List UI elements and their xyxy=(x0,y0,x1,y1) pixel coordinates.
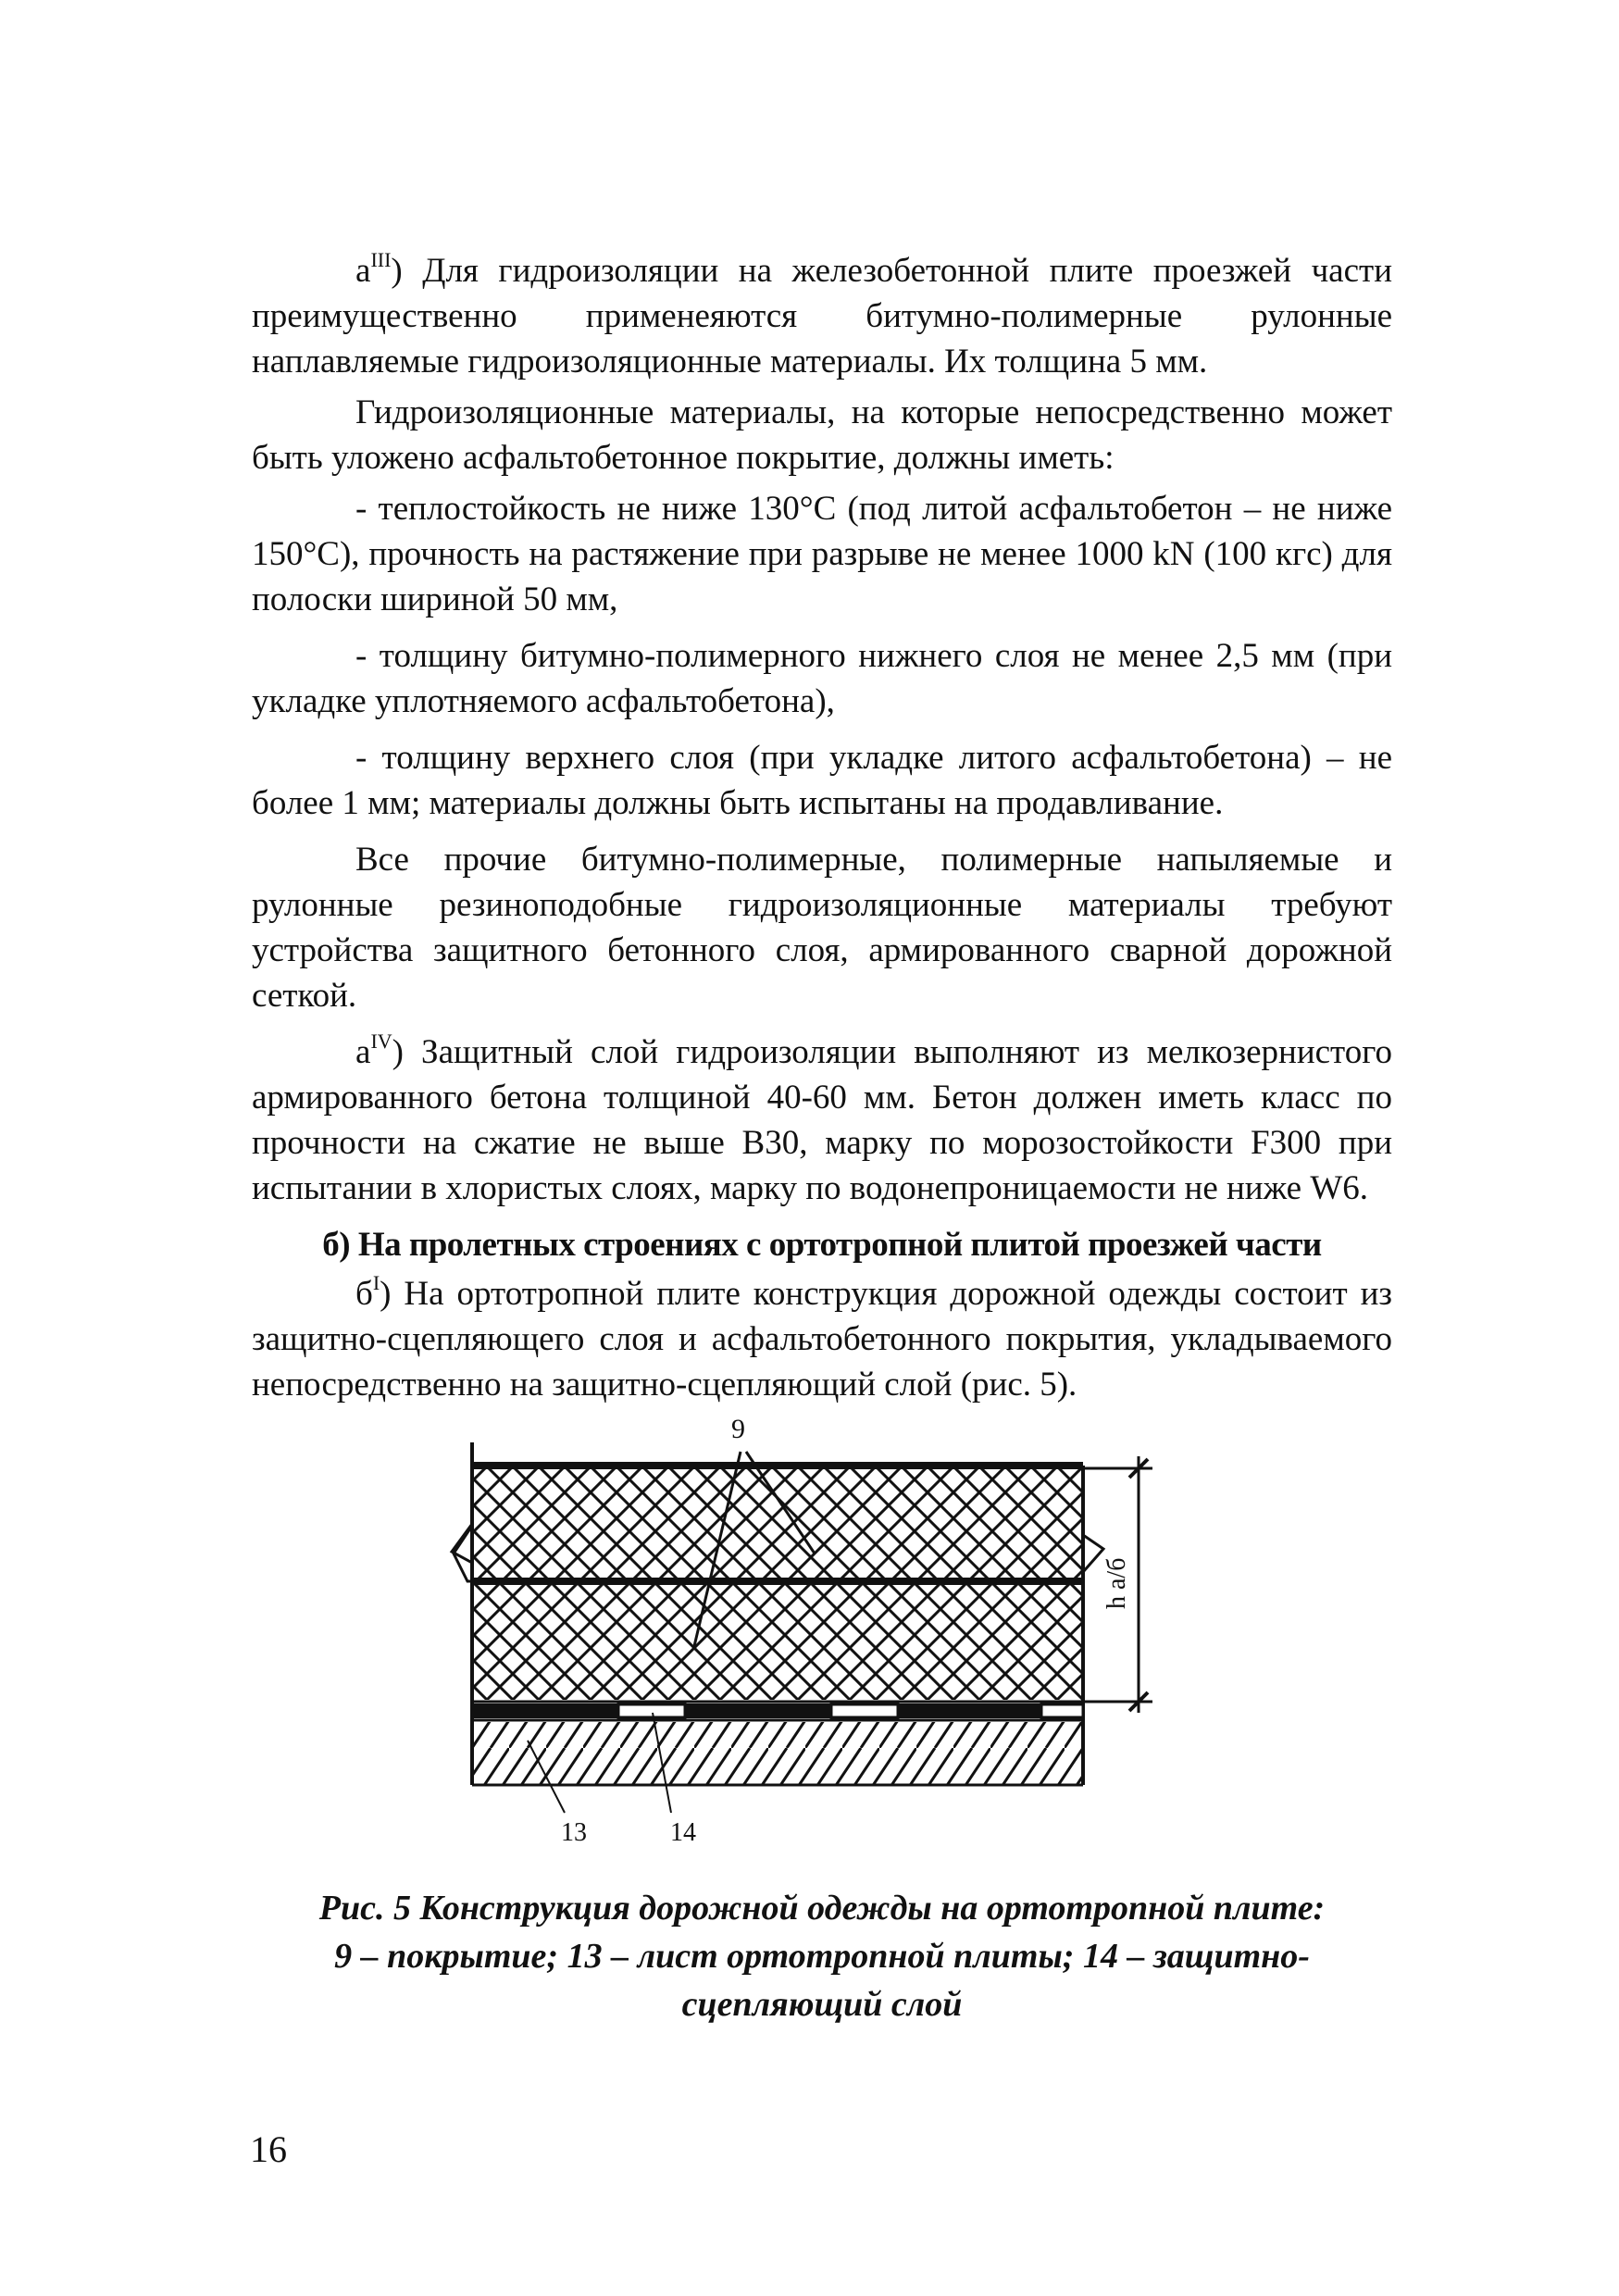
para-text: ) Для гидроизоляции на железобетонной плите проезжей части преимущественно применеяются битумно-полимерные рулонные наплавляемые гидроизоляционные материалы. Их толщина 5 мм. xyxy=(252,252,1392,381)
para-superscript: IV xyxy=(370,1029,392,1053)
list-item-heat-resistance: - теплостойкость не ниже 130°С (под литой асфальтобетон – не ниже 150°С), прочность на растяжение при разрыве не менее 1000 kN (100 кгс) для полоски шириной 50 мм, xyxy=(252,490,1392,618)
bonding-gap-3 xyxy=(1041,1704,1083,1717)
para-prefix: a xyxy=(355,1033,371,1071)
label-13: 13 xyxy=(561,1818,587,1847)
paragraph-other-materials: Все прочие битумно-полимерные, полимерные напыляемые и рулонные резиноподобные гидроизоляционные материалы требуют устройства защитного бетонного слоя, армированного сварной дорожной сеткой. xyxy=(252,841,1392,1015)
bonding-gap-1 xyxy=(618,1704,685,1717)
orthotropic-plate xyxy=(472,1722,1083,1785)
figure-caption xyxy=(252,1884,1392,2028)
para-text: ) Защитный слой гидроизоляции выполняют из мелкозернистого армированного бетона толщиной 40-60 мм. Бетон должен иметь класс по прочности на сжатие не выше В30, марку по морозостойкости F300 при испытании в хлористых слоях, марку по водонепроницаемости не ниже W6. xyxy=(252,1033,1392,1207)
caption-line-1: Рис. 5 Конструкция дорожной одежды на ортотропной плите: xyxy=(318,1889,1326,1928)
bonding-gap-2 xyxy=(831,1704,898,1717)
dimension-label: h а/б xyxy=(1102,1557,1131,1609)
list-item-upper-layer: - толщину верхнего слоя (при укладке литого асфальтобетона) – не более 1 мм; материалы должны быть испытаны на продавливание. xyxy=(252,739,1392,822)
caption-line-2: 9 – покрытие; 13 – лист ортотропной плиты; 14 – защитно- xyxy=(334,1937,1310,1976)
asphalt-upper-layer xyxy=(472,1468,1083,1579)
section-heading: б) На пролетных строениях с ортотропной плитой проезжей части xyxy=(322,1226,1322,1264)
para-superscript: I xyxy=(372,1271,380,1294)
para-prefix: б xyxy=(355,1275,373,1313)
paragraph-materials: Гидроизоляционные материалы, на которые непосредственно может быть уложено асфальтобетонное покрытие, должны иметь: xyxy=(252,393,1392,477)
para-text: ) На ортотропной плите конструкция дорожной одежды состоит из защитно-сцепляющего слоя и асфальтобетонного покрытия, укладываемого непосредственно на защитно-сцепляющий слой (рис. 5). xyxy=(252,1275,1392,1404)
pavement-diagram xyxy=(435,1415,1203,1859)
caption-line-3: сцепляющий слой xyxy=(681,1985,963,2024)
page-number: 16 xyxy=(250,2128,287,2170)
para-prefix: a xyxy=(355,252,371,290)
list-item-lower-layer: - толщину битумно-полимерного нижнего слоя не менее 2,5 мм (при укладке уплотняемого асфальтобетона), xyxy=(252,637,1392,720)
body-text xyxy=(252,248,1392,1418)
paragraph-a3 xyxy=(252,248,1392,384)
bonding-segment-1 xyxy=(472,1703,618,1718)
bonding-segment-2 xyxy=(685,1703,831,1718)
label-14: 14 xyxy=(670,1818,696,1847)
bonding-segment-3 xyxy=(898,1703,1041,1718)
paragraph-a4 xyxy=(252,1029,1392,1211)
break-mark-right-path xyxy=(1083,1535,1103,1572)
para-superscript: III xyxy=(370,248,392,271)
asphalt-lower-layer xyxy=(472,1584,1083,1700)
paragraph-b1 xyxy=(252,1271,1392,1407)
label-9: 9 xyxy=(731,1415,745,1444)
